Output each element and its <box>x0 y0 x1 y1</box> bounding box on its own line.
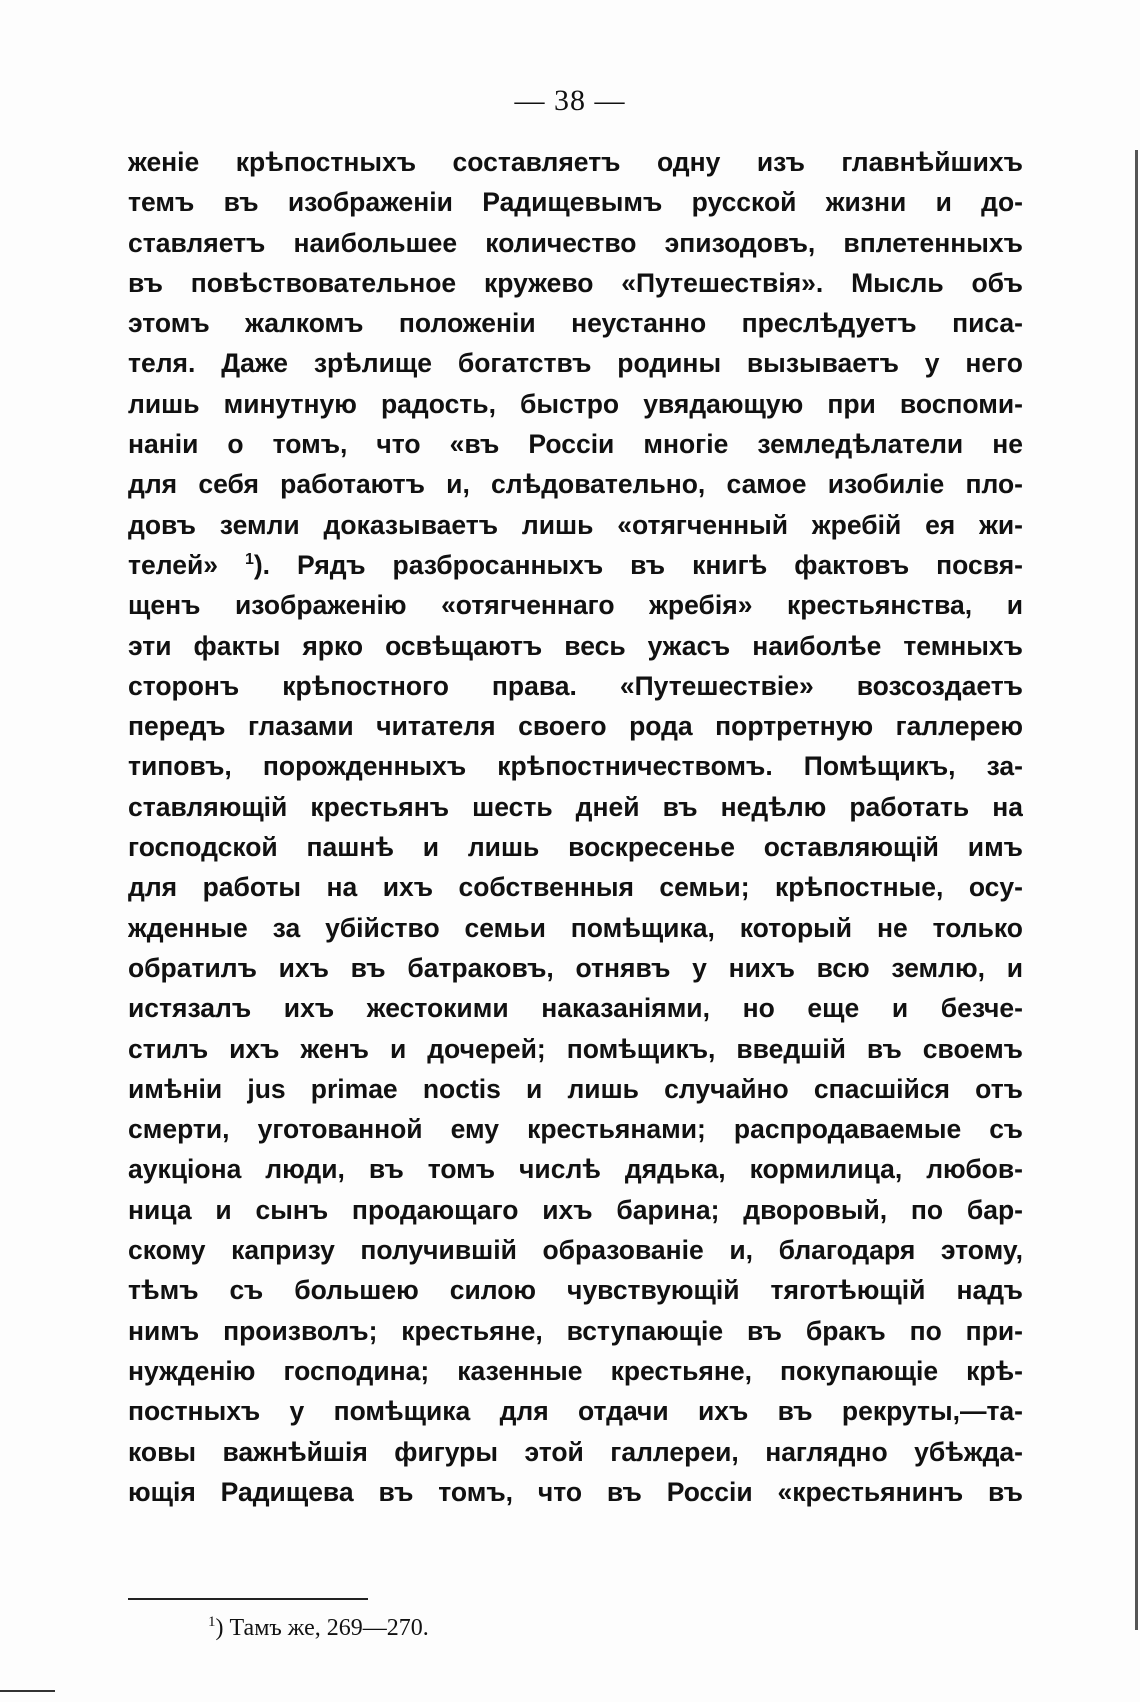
text-segment: ). Рядъ разбросанныхъ въ книгѣ фактовъ посвя- <box>253 549 1023 580</box>
footnote-mark: 1 <box>208 1614 216 1630</box>
text-line: ставляетъ наибольшее количество эпизодовъ, вплетенныхъ <box>128 227 1023 258</box>
text-line: ковы важнѣйшія фигуры этой галлереи, наглядно убѣжда- <box>128 1436 1023 1467</box>
text-line: истязалъ ихъ жестокими наказаніями, но еще и безче- <box>128 993 1023 1024</box>
text-line: ставляющій крестьянъ шесть дней въ недѣлю работать на <box>128 791 1023 822</box>
body-text <box>128 142 1023 1512</box>
text-line: нимъ произволъ; крестьяне, вступающіе въ бракъ по при- <box>128 1315 1023 1346</box>
footnote-text: ) Тамъ же, 269—270. <box>215 1615 429 1641</box>
text-line: ница и сынъ продающаго ихъ барина; дворовый, по бар- <box>128 1194 1023 1225</box>
text-line-with-footnote <box>128 545 1023 585</box>
text-line: ющія Радищева въ томъ, что въ Россіи «крестьянинъ въ <box>128 1476 1023 1507</box>
text-line: тѣмъ съ большею силою чувствующій тяготѣющій надъ <box>128 1275 1023 1306</box>
page-number: — 38 — <box>514 84 626 117</box>
text-line: теля. Даже зрѣлище богатствъ родины вызываетъ у него <box>128 348 1023 379</box>
text-segment: телей» <box>128 549 218 580</box>
scan-corner-mark <box>0 1690 55 1692</box>
text-line: жденные за убійство семьи помѣщика, который не только <box>128 912 1023 943</box>
text-line: для работы на ихъ собственныя семьи; крѣпостные, осу- <box>128 872 1023 903</box>
text-line: имѣніи jus primae noctis и лишь случайно спасшійся отъ <box>128 1073 1023 1104</box>
text-line: наніи о томъ, что «въ Россіи многіе земледѣлатели не <box>128 429 1023 460</box>
text-line: довъ земли доказываетъ лишь «отягченный жребій ея жи- <box>128 509 1023 540</box>
text-line: стилъ ихъ женъ и дочерей; помѣщикъ, введшій въ своемъ <box>128 1033 1023 1064</box>
text-line: эти факты ярко освѣщаютъ весь ужасъ наиболѣе темныхъ <box>128 630 1023 661</box>
text-line: смерти, уготованной ему крестьянами; распродаваемые съ <box>128 1114 1023 1145</box>
text-line: скому капризу получившій образованіе и, благодаря этому, <box>128 1235 1023 1266</box>
scan-margin-line <box>1135 150 1138 1630</box>
text-line: женіе крѣпостныхъ составляетъ одну изъ главнѣйшихъ <box>128 147 1023 177</box>
text-line: для себя работаютъ и, слѣдовательно, самое изобиліе пло- <box>128 469 1023 500</box>
text-line: передъ глазами читателя своего рода портретную галлерею <box>128 711 1023 742</box>
text-line: нужденію господина; казенные крестьяне, покупающіе крѣ- <box>128 1355 1023 1386</box>
text-line: господской пашнѣ и лишь воскресенье оставляющій имъ <box>128 832 1023 863</box>
text-line: темъ въ изображеніи Радищевымъ русской жизни и до- <box>128 187 1023 218</box>
text-line: типовъ, порожденныхъ крѣпостничествомъ. Помѣщикъ, за- <box>128 751 1023 782</box>
text-line: щенъ изображенію «отягченнаго жребія» крестьянства, и <box>128 590 1023 621</box>
footnote <box>208 1615 429 1642</box>
text-line: постныхъ у помѣщика для отдачи ихъ въ рекруты,—та- <box>128 1396 1023 1427</box>
footnote-divider <box>128 1598 368 1600</box>
text-line: сторонъ крѣпостного права. «Путешествіе» возсоздаетъ <box>128 670 1023 701</box>
text-line: лишь минутную радость, быстро увядающую при воспоми- <box>128 388 1023 419</box>
footnote-reference: 1 <box>244 551 254 569</box>
text-line: аукціона люди, въ томъ числѣ дядька, кормилица, любов- <box>128 1154 1023 1185</box>
text-line: обратилъ ихъ въ батраковъ, отнявъ у нихъ всю землю, и <box>128 952 1023 983</box>
text-line: этомъ жалкомъ положеніи неустанно преслѣдуетъ писа- <box>128 308 1023 339</box>
text-line: въ повѣствовательное кружево «Путешествія». Мысль объ <box>128 267 1023 298</box>
